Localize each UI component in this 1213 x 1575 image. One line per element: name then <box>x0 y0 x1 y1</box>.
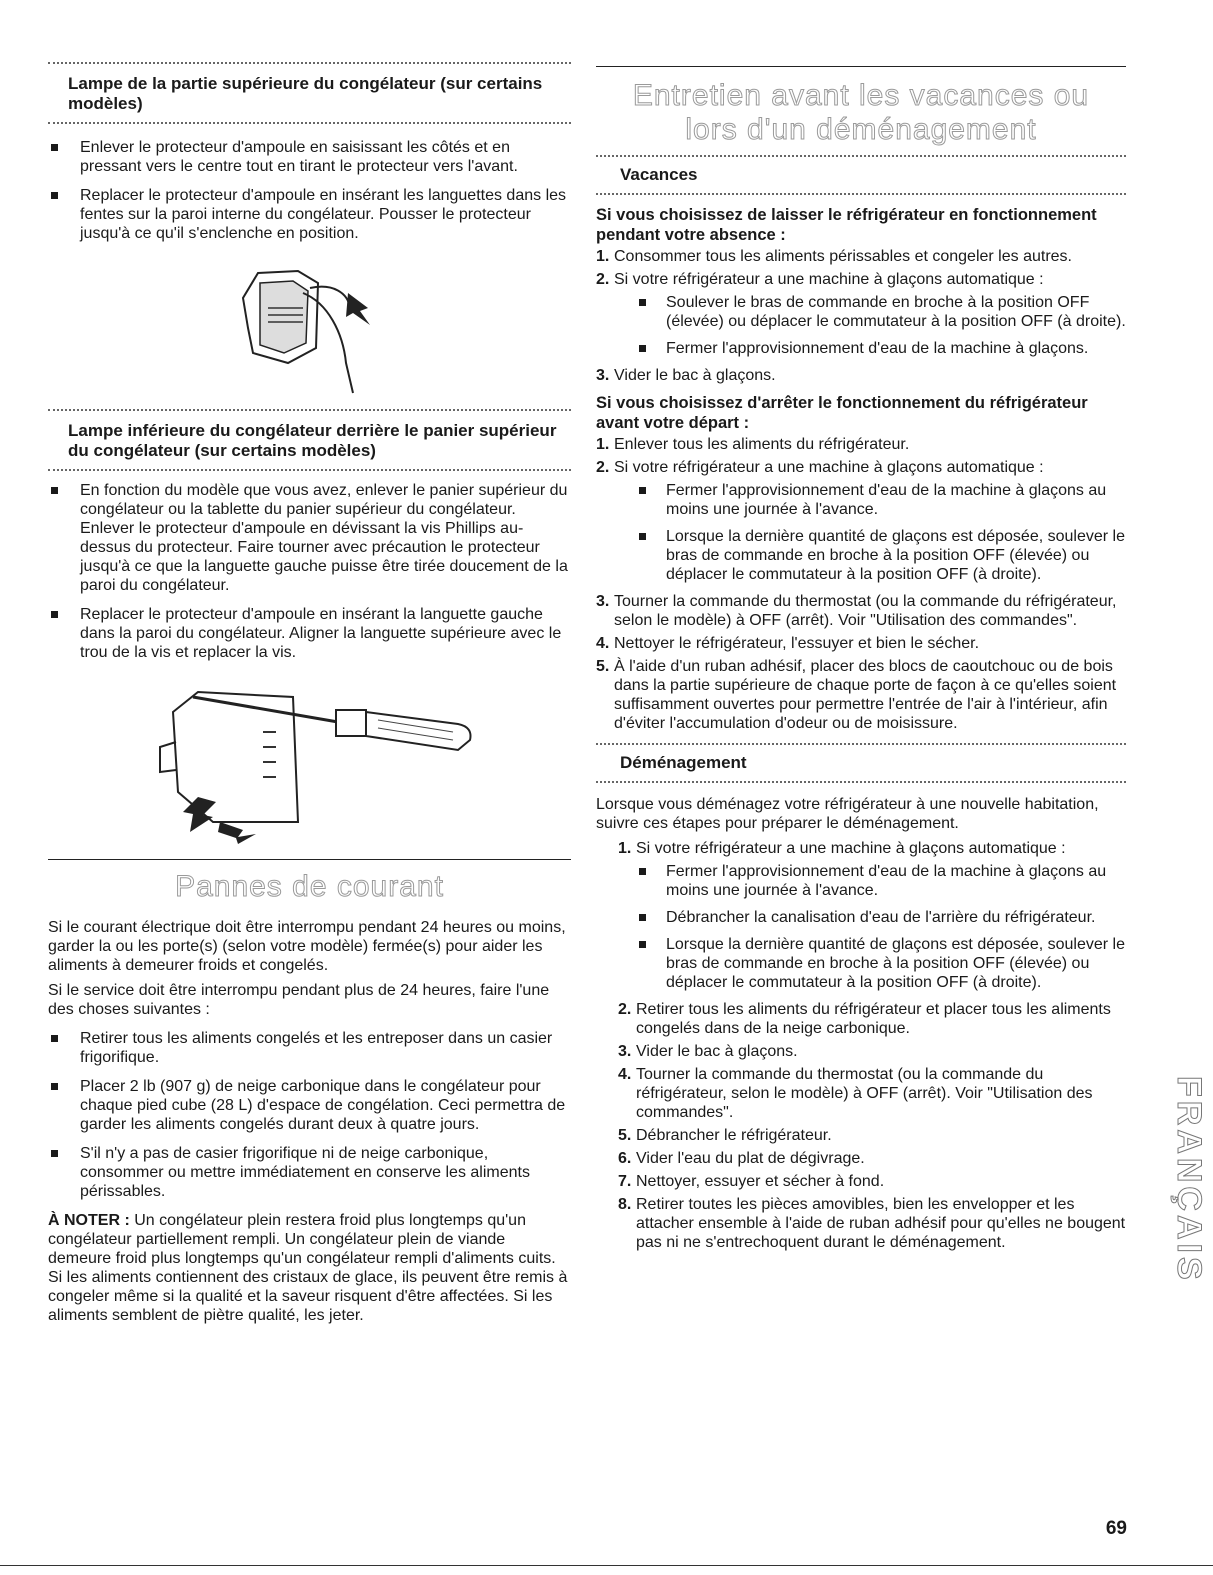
left-column <box>48 62 571 1331</box>
divider <box>596 193 1126 195</box>
numbered-list <box>596 435 1126 477</box>
list-item: Fermer l'approvisionnement d'eau de la machine à glaçons au moins une journée à l'avance. <box>636 481 1126 519</box>
section-title: Pannes de courant <box>175 870 444 903</box>
list-item: 2. Si votre réfrigérateur a une machine à glaçons automatique : <box>596 271 1044 288</box>
section-heading: Déménagement <box>620 753 747 772</box>
divider <box>48 62 571 64</box>
section-heading: Lampe inférieure du congélateur derrière le panier supérieur du congélateur (sur certains modèles) <box>68 421 557 460</box>
list-item: Retirer tous les aliments congelés et les entreposer dans un casier frigorifique. <box>48 1029 571 1067</box>
note-label: À NOTER : <box>48 1212 130 1229</box>
divider <box>0 1565 1213 1566</box>
list-item: 8. Retirer toutes les pièces amovibles, bien les envelopper et les attacher ensemble à l'aide de ruban adhésif pour qu'elles ne bougent pas ni ne s'entrechoquent durant le déménagement. <box>618 1196 1126 1251</box>
list-item: Soulever le bras de commande en broche à la position OFF (élevée) ou déplacer le commutateur à la position OFF (à droite). <box>636 293 1126 331</box>
svg-text:FRANÇAIS: FRANÇAIS <box>1170 1076 1208 1284</box>
language-side-tab <box>1150 1070 1208 1360</box>
bullet-list <box>636 293 1126 358</box>
numbered-list <box>596 592 1126 733</box>
divider <box>596 66 1126 67</box>
numbered-list <box>618 839 1126 858</box>
list-item: 2. Si votre réfrigérateur a une machine à glaçons automatique : <box>596 459 1044 476</box>
bullet-list <box>48 481 571 662</box>
divider <box>596 743 1126 745</box>
list-item: 2. Retirer tous les aliments du réfrigérateur et placer tous les aliments congelés dans de la neige carbonique. <box>618 1001 1111 1037</box>
subsection-heading: Si vous choisissez d'arrêter le fonctionnement du réfrigérateur avant votre départ : <box>596 394 1088 432</box>
list-item: 6. Vider l'eau du plat de dégivrage. <box>618 1150 865 1167</box>
list-item: 7. Nettoyer, essuyer et sécher à fond. <box>618 1173 885 1190</box>
bullet-list <box>48 1029 571 1201</box>
list-item: 4. Nettoyer le réfrigérateur, l'essuyer et bien le sécher. <box>596 635 980 652</box>
paragraph: Lorsque vous déménagez votre réfrigérateur à une nouvelle habitation, suivre ces étapes pour préparer le déménagement. <box>596 796 1099 832</box>
list-item: S'il n'y a pas de casier frigorifique ni de neige carbonique, consommer ou mettre immédiatement en conserve les aliments périssables. <box>48 1144 571 1201</box>
list-item: Replacer le protecteur d'ampoule en insérant la languette gauche dans la paroi du congélateur. Aligner la languette supérieure avec le trou de la vis et replacer la vis. <box>48 605 571 662</box>
section-heading: Vacances <box>620 165 698 184</box>
upper-lamp-illustration <box>48 253 571 403</box>
list-item: 1. Enlever tous les aliments du réfrigérateur. <box>596 436 910 453</box>
list-item: Replacer le protecteur d'ampoule en insérant les languettes dans les fentes sur la paroi interne du congélateur. Pousser le protecteur jusqu'à ce qu'il s'enclenche en position. <box>48 186 571 243</box>
list-item: 1. Si votre réfrigérateur a une machine à glaçons automatique : <box>618 840 1066 857</box>
paragraph: Si le service doit être interrompu pendant plus de 24 heures, faire l'une des choses suivantes : <box>48 982 550 1018</box>
numbered-list <box>596 366 1126 385</box>
list-item: 3. Vider le bac à glaçons. <box>618 1043 798 1060</box>
bullet-list <box>636 481 1126 584</box>
page-number: 69 <box>1105 1518 1127 1539</box>
bullet-list <box>48 138 571 243</box>
divider <box>48 859 571 860</box>
list-item: Fermer l'approvisionnement d'eau de la machine à glaçons au moins une journée à l'avance. <box>636 862 1126 900</box>
divider <box>48 409 571 411</box>
paragraph: Si le courant électrique doit être interrompu pendant 24 heures ou moins, garder la ou les porte(s) (selon votre modèle) fermée(s) pour aider les aliments à demeurer froids et congelés. <box>48 919 566 974</box>
lower-lamp-illustration <box>48 672 571 847</box>
divider <box>48 469 571 471</box>
list-item: Enlever le protecteur d'ampoule en saisissant les côtés et en pressant vers le centre tout en tirant le protecteur vers l'avant. <box>48 138 571 176</box>
right-column <box>596 62 1126 1256</box>
list-item: Placer 2 lb (907 g) de neige carbonique dans le congélateur pour chaque pied cube (28 L) d'espace de congélation. Ceci permettra de garder les aliments congelés durant deux à quatre jours. <box>48 1077 571 1134</box>
divider <box>596 781 1126 783</box>
section-heading: Lampe de la partie supérieure du congélateur (sur certains modèles) <box>68 74 543 113</box>
list-item: 3. Tourner la commande du thermostat (ou la commande du réfrigérateur, selon le modèle) à OFF (arrêt). Voir "Utilisation des commandes". <box>596 593 1117 629</box>
note-text: Un congélateur plein restera froid plus longtemps qu'un congélateur partiellement rempli. Un congélateur plein de viande demeure froid plus longtemps qu'un congélateur rempli d'aliments cuits. Si les aliments contiennent des cristaux de glace, ils peuvent être remis à congeler même si la qualité et la saveur risquent d'être affectées. Si les aliments semblent de piètre qualité, les jeter. <box>48 1212 568 1324</box>
bullet-list <box>636 862 1126 992</box>
divider <box>596 155 1126 157</box>
numbered-list <box>618 1000 1126 1252</box>
numbered-list <box>596 247 1126 289</box>
list-item: 4. Tourner la commande du thermostat (ou la commande du réfrigérateur, selon le modèle) à OFF (arrêt). Voir "Utilisation des commandes". <box>618 1066 1093 1121</box>
list-item: 5. À l'aide d'un ruban adhésif, placer des blocs de caoutchouc ou de bois dans la partie supérieure de chaque porte de façon à ce qu'elles soient suffisamment ouvertes pour permettre l'entrée de l'air à l'intérieur, afin d'éviter l'accumulation d'odeur ou de moisissure. <box>596 658 1117 732</box>
note-paragraph <box>48 1211 571 1325</box>
list-item: Fermer l'approvisionnement d'eau de la machine à glaçons. <box>636 339 1126 358</box>
list-item: 1. Consommer tous les aliments périssables et congeler les autres. <box>596 248 1072 265</box>
list-item: Lorsque la dernière quantité de glaçons est déposée, soulever le bras de commande en broche à la position OFF (élevée) ou déplacer le commutateur à la position OFF (à droite). <box>636 527 1126 584</box>
list-item: Débrancher la canalisation d'eau de l'arrière du réfrigérateur. <box>636 908 1126 927</box>
list-item: Lorsque la dernière quantité de glaçons est déposée, soulever le bras de commande en broche à la position OFF (élevée) ou déplacer le commutateur à la position OFF (à droite). <box>636 935 1126 992</box>
section-title: Entretien avant les vacances ou lors d'un déménagement <box>632 79 1090 146</box>
list-item: En fonction du modèle que vous avez, enlever le panier supérieur du congélateur ou la tablette du panier supérieur du congélateur. Enlever le protecteur d'ampoule en dévissant la vis Phillips au-dessus du protecteur. Faire tourner avec précaution le protecteur jusqu'à ce que la languette gauche puisse être tirée doucement de la paroi du congélateur. <box>48 481 571 595</box>
list-item: 3. Vider le bac à glaçons. <box>596 367 776 384</box>
subsection-heading: Si vous choisissez de laisser le réfrigérateur en fonctionnement pendant votre absence : <box>596 206 1097 244</box>
divider <box>48 122 571 124</box>
list-item: 5. Débrancher le réfrigérateur. <box>618 1127 832 1144</box>
